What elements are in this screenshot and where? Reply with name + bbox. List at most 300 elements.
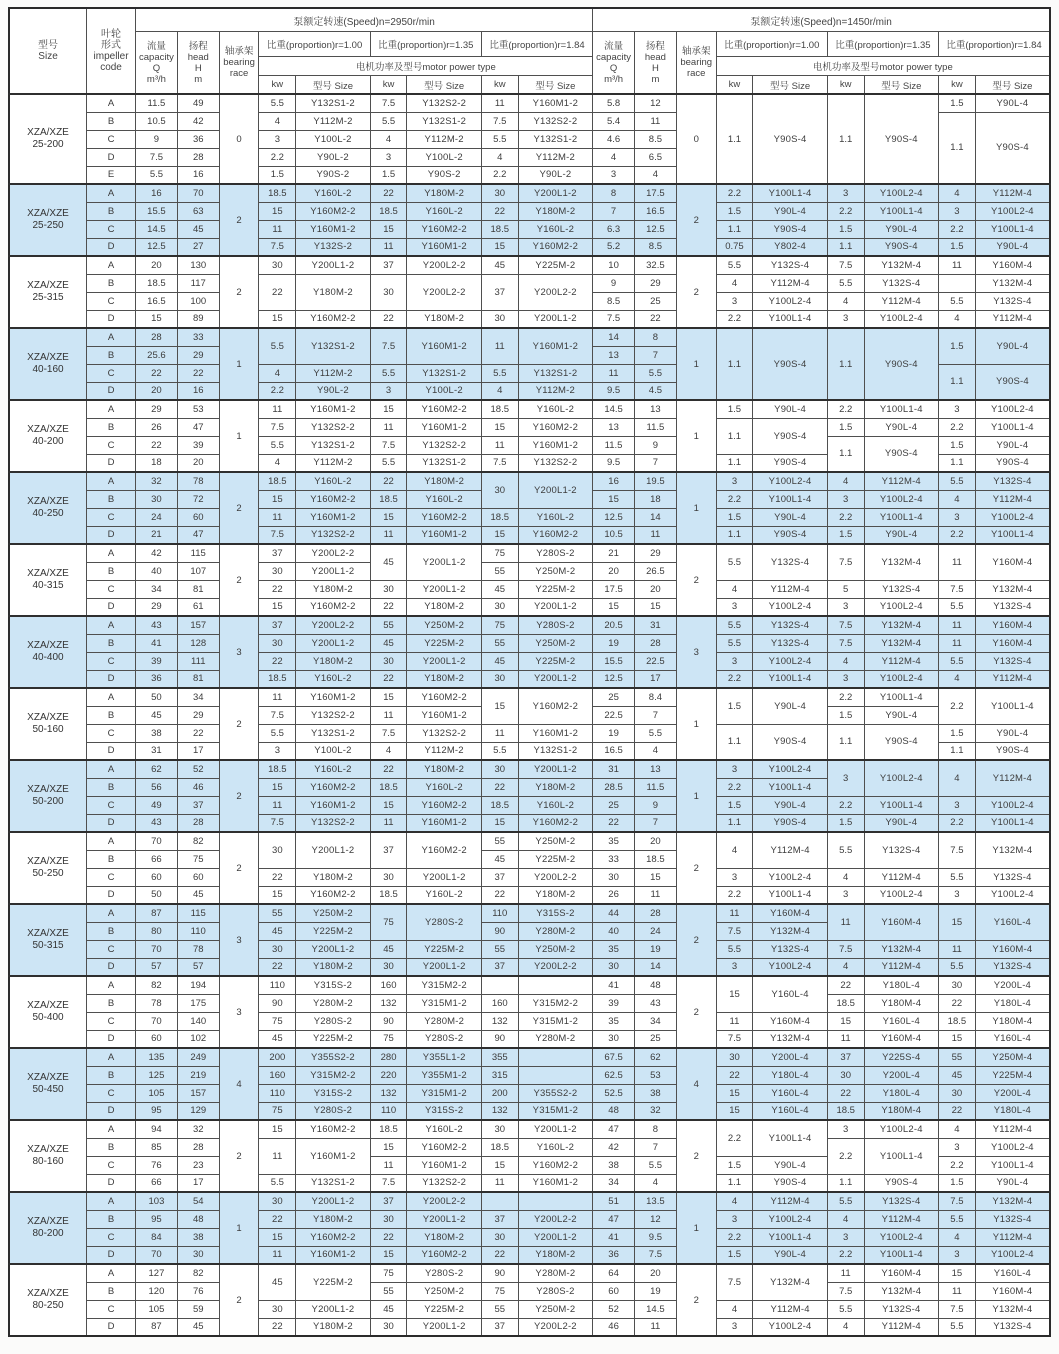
capacity-unit: m³/h	[604, 73, 624, 85]
capacity-2950: 87	[136, 1318, 178, 1336]
motor-r184-1450: Y100L2-4	[975, 400, 1050, 418]
kw-r184-2950: 11	[481, 436, 518, 454]
motor-r184-2950: Y200L2-2	[518, 1318, 593, 1336]
motor-r184-2950: Y225M-2	[518, 256, 593, 274]
capacity-2950: 24	[136, 508, 178, 526]
capacity-2950: 94	[136, 1120, 178, 1138]
motor-r100-1450: Y100L2-4	[753, 652, 827, 670]
spec-row-50-450-B	[9, 1066, 1050, 1084]
kw-r184-1450: 3	[939, 1246, 976, 1264]
motor-r100-2950: Y112M-2	[296, 364, 370, 382]
capacity-2950: 9	[136, 130, 178, 148]
kw-r184-1450: 4	[939, 490, 976, 508]
impeller-code: C	[87, 130, 136, 148]
capacity-2950: 18	[136, 454, 178, 472]
head-1450: 17	[634, 670, 676, 688]
impeller-code: B	[87, 418, 136, 436]
head-2950: 130	[177, 256, 219, 274]
motor-r184-1450: Y132S-4	[975, 598, 1050, 616]
capacity-2950: 43	[136, 616, 178, 634]
motor-r184-1450: Y100L2-4	[975, 1246, 1050, 1264]
capacity-1450: 7	[593, 202, 635, 220]
capacity-1450: 20.5	[593, 616, 635, 634]
motor-r135-2950: Y132S2-2	[407, 1174, 481, 1192]
kw-r100-2950: 110	[259, 1084, 296, 1102]
kw-r184-2950: 75	[481, 544, 518, 562]
kw-r184-1450: 11	[939, 634, 976, 652]
kw-r100-2950: 30	[259, 940, 296, 958]
head-2950: 102	[177, 1030, 219, 1048]
motor-r135-2950: Y180M-2	[407, 598, 481, 616]
head-2950: 37	[177, 796, 219, 814]
kw-r100-2950: 15	[259, 1120, 296, 1138]
kw-r100-1450: 1.5	[716, 1246, 753, 1264]
kw-r184-2950	[481, 976, 518, 994]
capacity-1450: 30	[593, 868, 635, 886]
motor-r135-1450: Y200L-4	[864, 1066, 938, 1084]
motor-r184-2950: Y200L1-2	[518, 1120, 593, 1138]
spec-row-80-250-D	[9, 1318, 1050, 1336]
kw-r100-1450: 5.5	[716, 634, 753, 652]
bearing-race-2950: 2	[219, 184, 259, 256]
table-body	[9, 94, 1050, 1336]
kw-r135-2950: 11	[370, 814, 407, 832]
kw-r184-2950: 4	[481, 382, 518, 400]
header-motor-2950: 电机功率及型号motor power type	[259, 57, 593, 76]
motor-r100-1450: Y132S-4	[753, 256, 827, 274]
motor-r135-2950: Y100L-2	[407, 148, 481, 166]
kw-r135-1450: 1.1	[827, 238, 864, 256]
motor-r184-2950: Y200L2-2	[518, 868, 593, 886]
motor-r135-1450: Y100L2-4	[864, 1228, 938, 1246]
capacity-2950: 87	[136, 904, 178, 922]
header-bearing-2950	[219, 32, 259, 95]
head-2950: 57	[177, 958, 219, 976]
capacity-1450: 30	[593, 1030, 635, 1048]
kw-r135-1450: 22	[827, 1084, 864, 1102]
kw-r135-2950: 5.5	[370, 112, 407, 130]
capacity-2950: 16.5	[136, 292, 178, 310]
motor-r135-2950: Y90S-2	[407, 166, 481, 184]
pump-model-50-200	[9, 760, 87, 832]
kw-r184-1450: 1.5	[939, 724, 976, 742]
kw-r135-2950: 3	[370, 382, 407, 400]
kw-r184-2950: 45	[481, 256, 518, 274]
motor-r135-2950: Y225M-2	[407, 634, 481, 652]
impeller-code: A	[87, 256, 136, 274]
capacity-2950: 5.5	[136, 166, 178, 184]
motor-r135-1450: Y112M-4	[864, 472, 938, 490]
kw-r100-2950: 15	[259, 1228, 296, 1246]
bearing-race-2950: 0	[219, 94, 259, 184]
head-2950: 111	[177, 652, 219, 670]
pump-series: XZA/XZE	[27, 1000, 69, 1011]
kw-r135-2950: 30	[370, 1210, 407, 1228]
impeller-code: A	[87, 904, 136, 922]
motor-r184-1450: Y160M-4	[975, 940, 1050, 958]
header-speed-2950: 泵额定转速(Speed)n=2950r/min	[136, 8, 593, 32]
kw-r100-2950: 15	[259, 886, 296, 904]
motor-r135-1450: Y90L-4	[864, 418, 938, 436]
motor-r184-2950: Y160M1-2	[518, 94, 593, 112]
spec-row-50-450-A	[9, 1048, 1050, 1066]
kw-r184-1450: 4	[939, 310, 976, 328]
motor-r184-2950: Y160M2-2	[518, 814, 593, 832]
motor-r135-1450: Y132S-4	[864, 580, 938, 598]
motor-r184-2950: Y160M2-2	[518, 418, 593, 436]
kw-r184-1450: 18.5	[939, 1012, 976, 1030]
kw-r100-1450: 2.2	[716, 1228, 753, 1246]
capacity-2950: 20	[136, 382, 178, 400]
capacity-2950: 60	[136, 1030, 178, 1048]
kw-r100-1450: 4	[716, 1300, 753, 1318]
kw-r184-2950: 2.2	[481, 166, 518, 184]
kw-r184-1450: 1.1	[939, 112, 976, 184]
motor-r135-1450: Y100L1-4	[864, 202, 938, 220]
kw-r184-2950: 15	[481, 688, 518, 724]
motor-r135-1450: Y100L1-4	[864, 1246, 938, 1264]
kw-r184-2950: 55	[481, 832, 518, 850]
kw-r184-1450: 3	[939, 1138, 976, 1156]
motor-r100-1450: Y100L1-4	[753, 1120, 827, 1156]
kw-r100-2950: 30	[259, 256, 296, 274]
kw-r100-2950: 200	[259, 1048, 296, 1066]
kw-r100-1450: 2.2	[716, 1120, 753, 1156]
kw-r135-2950: 11	[370, 526, 407, 544]
kw-r135-2950: 7.5	[370, 436, 407, 454]
kw-r135-2950: 75	[370, 904, 407, 940]
kw-r184-2950: 22	[481, 1246, 518, 1264]
head-1450: 32	[634, 1102, 676, 1120]
pump-size: 40-400	[32, 652, 64, 663]
kw-r135-2950: 30	[370, 1318, 407, 1336]
capacity-1450: 15	[593, 490, 635, 508]
kw-r135-1450: 1.5	[827, 706, 864, 724]
kw-r184-2950: 37	[481, 1318, 518, 1336]
head-1450: 11.5	[634, 418, 676, 436]
capacity-2950: 120	[136, 1282, 178, 1300]
pump-series: XZA/XZE	[27, 424, 69, 435]
motor-r184-2950: Y315M1-2	[518, 1102, 593, 1120]
motor-r100-2950: Y90L-2	[296, 382, 370, 400]
motor-r184-2950: Y112M-2	[518, 148, 593, 166]
head-1450: 22.5	[634, 652, 676, 670]
kw-r135-1450: 1.1	[827, 436, 864, 472]
capacity-2950: 70	[136, 940, 178, 958]
head-1450: 7.5	[634, 1246, 676, 1264]
head-1450: 12	[634, 1210, 676, 1228]
motor-r184-2950: Y132S2-2	[518, 112, 593, 130]
motor-r184-2950: Y160L-2	[518, 220, 593, 238]
capacity-2950: 42	[136, 544, 178, 562]
motor-r184-1450: Y132S-4	[975, 868, 1050, 886]
impeller-code: B	[87, 1210, 136, 1228]
motor-r184-2950: Y180M-2	[518, 202, 593, 220]
motor-r100-1450: Y132S-4	[753, 634, 827, 652]
pump-model-40-200	[9, 400, 87, 472]
motor-r184-1450: Y250M-4	[975, 1048, 1050, 1066]
spec-row-80-250-A	[9, 1264, 1050, 1282]
kw-r184-2950: 22	[481, 778, 518, 796]
pump-size: 50-250	[32, 868, 64, 879]
kw-r135-2950: 4	[370, 130, 407, 148]
head-1450: 14.5	[634, 1300, 676, 1318]
motor-r135-2950: Y132S2-2	[407, 724, 481, 742]
kw-r184-2950: 30	[481, 472, 518, 508]
motor-r100-2950: Y180M-2	[296, 1318, 370, 1336]
capacity-1450: 16.5	[593, 742, 635, 760]
kw-r135-1450: 3	[827, 598, 864, 616]
motor-r135-2950: Y132S1-2	[407, 364, 481, 382]
motor-r100-1450: Y112M-4	[753, 832, 827, 868]
pump-size: 40-160	[32, 364, 64, 375]
kw-r100-1450: 1.1	[716, 328, 753, 400]
kw-r184-2950: 200	[481, 1084, 518, 1102]
head-1450: 29	[634, 274, 676, 292]
motor-r100-2950: Y132S1-2	[296, 436, 370, 454]
capacity-1450: 9.5	[593, 454, 635, 472]
motor-r184-2950: Y250M-2	[518, 562, 593, 580]
head-2950: 33	[177, 328, 219, 346]
kw-r184-2950: 7.5	[481, 112, 518, 130]
kw-r135-2950: 18.5	[370, 778, 407, 796]
motor-r184-2950: Y200L1-2	[518, 310, 593, 328]
head-1450: 7	[634, 706, 676, 724]
capacity-2950: 10.5	[136, 112, 178, 130]
kw-r100-1450: 1.1	[716, 1174, 753, 1192]
motor-r184-1450: Y132M-4	[975, 832, 1050, 868]
motor-r135-2950: Y112M-2	[407, 130, 481, 148]
head-2950: 45	[177, 220, 219, 238]
head-1450: 8	[634, 1120, 676, 1138]
motor-r100-1450: Y100L1-4	[753, 184, 827, 202]
capacity-2950: 66	[136, 1174, 178, 1192]
kw-r184-2950: 18.5	[481, 796, 518, 814]
kw-r100-2950: 18.5	[259, 760, 296, 778]
head-2950: 70	[177, 184, 219, 202]
motor-r135-1450: Y180M-4	[864, 1102, 938, 1120]
header-motor-size: 型号 Size	[864, 76, 938, 95]
capacity-2950: 45	[136, 706, 178, 724]
kw-r100-1450: 3	[716, 598, 753, 616]
bearing-en2: race	[229, 68, 249, 79]
kw-r184-1450: 2.2	[939, 814, 976, 832]
motor-r135-2950: Y200L2-2	[407, 274, 481, 310]
kw-r184-1450: 1.5	[939, 328, 976, 364]
motor-r100-2950: Y132S2-2	[296, 706, 370, 724]
capacity-symbol: Q	[152, 62, 161, 74]
motor-r135-2950: Y160M2-2	[407, 220, 481, 238]
capacity-2950: 16	[136, 184, 178, 202]
capacity-2950: 32	[136, 472, 178, 490]
kw-r184-1450: 30	[939, 976, 976, 994]
capacity-2950: 30	[136, 490, 178, 508]
motor-r135-2950: Y355L1-2	[407, 1048, 481, 1066]
motor-r184-1450: Y90L-4	[975, 436, 1050, 454]
motor-r184-1450: Y100L2-4	[975, 508, 1050, 526]
motor-r100-1450: Y90S-4	[753, 94, 827, 184]
motor-r184-1450: Y132S-4	[975, 958, 1050, 976]
bearing-race-1450: 2	[676, 1264, 716, 1336]
impeller-code: C	[87, 1084, 136, 1102]
motor-r184-1450: Y160M-4	[975, 634, 1050, 652]
kw-r184-2950: 132	[481, 1012, 518, 1030]
pump-size: 25-315	[32, 292, 64, 303]
bearing-race-2950: 3	[219, 904, 259, 976]
kw-r100-1450: 1.5	[716, 400, 753, 418]
pump-series: XZA/XZE	[27, 1216, 69, 1227]
head-2950: 107	[177, 562, 219, 580]
kw-r135-2950: 18.5	[370, 886, 407, 904]
head-1450: 31	[634, 616, 676, 634]
head-1450: 9	[634, 436, 676, 454]
capacity-1450: 11	[593, 364, 635, 382]
spec-row-50-315-D	[9, 958, 1050, 976]
kw-r135-1450: 3	[827, 670, 864, 688]
capacity-1450: 9	[593, 274, 635, 292]
head-1450: 48	[634, 976, 676, 994]
motor-r184-2950: Y200L1-2	[518, 598, 593, 616]
capacity-1450: 22	[593, 814, 635, 832]
motor-r100-2950: Y200L2-2	[296, 544, 370, 562]
capacity-1450: 38	[593, 1156, 635, 1174]
header-impeller-l4: code	[100, 62, 122, 73]
head-2950: 54	[177, 1192, 219, 1210]
motor-r184-1450: Y100L1-4	[975, 526, 1050, 544]
kw-r135-2950: 15	[370, 688, 407, 706]
motor-r184-2950: Y280S-2	[518, 1282, 593, 1300]
header-kw: kw	[259, 76, 296, 95]
motor-r135-1450: Y160L-4	[864, 1012, 938, 1030]
pump-series: XZA/XZE	[27, 568, 69, 579]
kw-r184-2950: 55	[481, 562, 518, 580]
kw-r100-2950: 30	[259, 634, 296, 652]
kw-r184-2950: 18.5	[481, 400, 518, 418]
motor-r184-1450: Y90S-4	[975, 454, 1050, 472]
kw-r184-1450: 15	[939, 904, 976, 940]
motor-r135-2950: Y280S-2	[407, 904, 481, 940]
pump-series: XZA/XZE	[27, 496, 69, 507]
motor-r184-2950: Y280M-2	[518, 1264, 593, 1282]
impeller-code: D	[87, 886, 136, 904]
motor-r100-1450: Y100L1-4	[753, 1228, 827, 1246]
pump-size: 80-200	[32, 1228, 64, 1239]
kw-r100-1450: 1.5	[716, 202, 753, 220]
kw-r184-1450: 11	[939, 544, 976, 580]
head-1450: 11	[634, 886, 676, 904]
motor-r135-1450: Y132S-4	[864, 274, 938, 292]
kw-r184-2950: 11	[481, 94, 518, 112]
head-1450: 22	[634, 310, 676, 328]
motor-r100-2950: Y200L1-2	[296, 1300, 370, 1318]
motor-r100-1450: Y100L2-4	[753, 868, 827, 886]
motor-r184-2950: Y200L2-2	[518, 1210, 593, 1228]
motor-r135-1450: Y112M-4	[864, 292, 938, 310]
bearing-race-2950: 3	[219, 616, 259, 688]
motor-r100-2950: Y180M-2	[296, 580, 370, 598]
bearing-race-2950: 4	[219, 1048, 259, 1120]
kw-r100-1450: 1.1	[716, 94, 753, 184]
kw-r135-2950: 7.5	[370, 724, 407, 742]
head-2950: 23	[177, 1156, 219, 1174]
head-2950: 38	[177, 1228, 219, 1246]
kw-r100-2950: 7.5	[259, 526, 296, 544]
kw-r184-1450: 1.5	[939, 1174, 976, 1192]
kw-r135-1450: 2.2	[827, 202, 864, 220]
kw-r100-2950: 11	[259, 1138, 296, 1174]
motor-r184-2950: Y280S-2	[518, 616, 593, 634]
head-1450: 15	[634, 598, 676, 616]
motor-r184-2950: Y225M-2	[518, 850, 593, 868]
impeller-code: A	[87, 184, 136, 202]
kw-r135-1450: 11	[827, 904, 864, 940]
motor-r100-1450: Y100L2-4	[753, 760, 827, 778]
motor-r184-1450: Y112M-4	[975, 670, 1050, 688]
kw-r135-1450: 4	[827, 652, 864, 670]
motor-r184-1450: Y132M-4	[975, 1300, 1050, 1318]
motor-r184-1450: Y225M-4	[975, 1066, 1050, 1084]
bearing-cn: 轴承架	[224, 46, 254, 57]
head-2950: 81	[177, 670, 219, 688]
motor-r184-2950: Y90L-2	[518, 166, 593, 184]
impeller-code: A	[87, 616, 136, 634]
motor-r184-2950: Y200L2-2	[518, 274, 593, 310]
kw-r184-2950: 315	[481, 1066, 518, 1084]
kw-r184-1450: 1.1	[939, 454, 976, 472]
motor-r135-2950: Y160M1-2	[407, 1156, 481, 1174]
header-head-1450	[634, 32, 676, 95]
kw-r184-2950: 22	[481, 886, 518, 904]
bearing-race-2950: 2	[219, 256, 259, 328]
pump-size: 50-400	[32, 1012, 64, 1023]
head-2950: 48	[177, 1210, 219, 1228]
head-2950: 46	[177, 778, 219, 796]
bearing-race-2950: 2	[219, 1264, 259, 1336]
capacity-en: capacity	[596, 51, 631, 63]
motor-r100-2950: Y225M-2	[296, 922, 370, 940]
head-2950: 128	[177, 634, 219, 652]
motor-r100-2950: Y160M1-2	[296, 796, 370, 814]
kw-r135-1450: 3	[827, 490, 864, 508]
head-1450: 25	[634, 292, 676, 310]
motor-r135-2950: Y132S1-2	[407, 454, 481, 472]
kw-r135-1450: 18.5	[827, 1102, 864, 1120]
kw-r100-1450: 5.5	[716, 940, 753, 958]
header-motor-size: 型号 Size	[753, 76, 827, 95]
capacity-1450: 20	[593, 562, 635, 580]
spec-row-50-400-A	[9, 976, 1050, 994]
kw-r184-1450: 5.5	[939, 472, 976, 490]
capacity-1450: 11.5	[593, 436, 635, 454]
kw-r184-2950: 11	[481, 328, 518, 364]
pump-size: 50-160	[32, 724, 64, 735]
head-2950: 17	[177, 1174, 219, 1192]
capacity-1450: 40	[593, 922, 635, 940]
motor-r184-1450: Y132S-4	[975, 292, 1050, 310]
kw-r135-2950: 15	[370, 1246, 407, 1264]
capacity-1450: 47	[593, 1120, 635, 1138]
motor-r184-1450: Y160L-4	[975, 1264, 1050, 1282]
spec-row-25-315-B	[9, 274, 1050, 292]
motor-r135-2950: Y200L1-2	[407, 958, 481, 976]
motor-r184-2950: Y280M-2	[518, 922, 593, 940]
impeller-code: C	[87, 1012, 136, 1030]
kw-r135-1450: 1.1	[827, 94, 864, 184]
kw-r100-1450: 2.2	[716, 184, 753, 202]
capacity-2950: 49	[136, 796, 178, 814]
motor-r184-2950: Y180M-2	[518, 778, 593, 796]
kw-r100-1450: 7.5	[716, 922, 753, 940]
